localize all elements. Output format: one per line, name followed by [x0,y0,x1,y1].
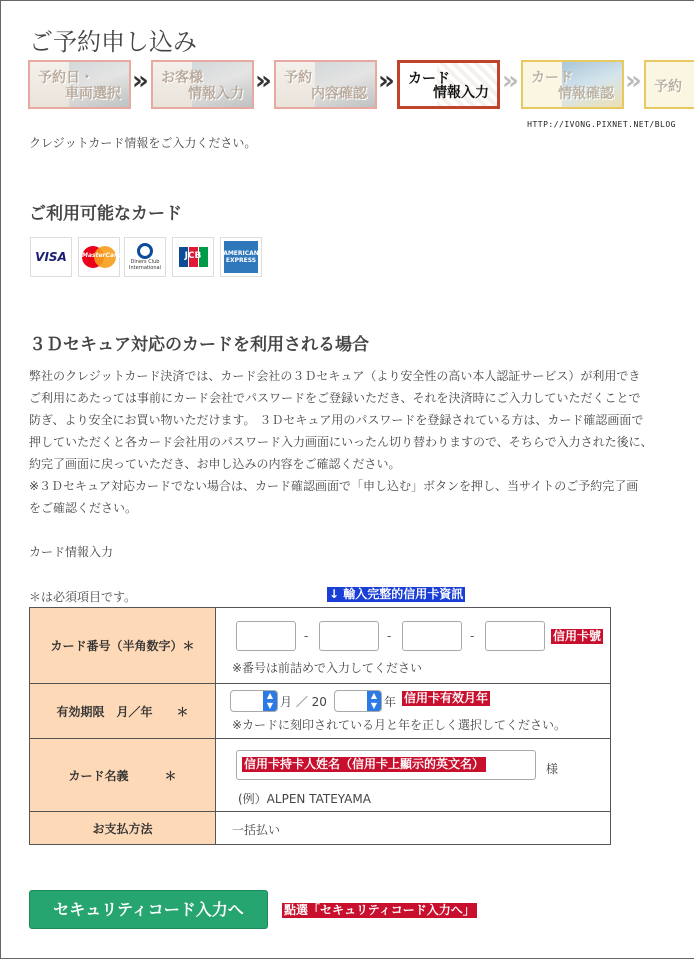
year-suffix: 年 [384,694,397,709]
amex-logo [220,237,262,277]
month-suffix: 月 ／ 20 [280,694,327,709]
holder-row [30,739,611,812]
step-label: 予約 [654,79,682,95]
card-number-input-3[interactable] [402,621,462,651]
separator: - [470,628,475,643]
step-arrow-icon: » [255,66,264,96]
select-spinner-icon: ▲ ▼ [367,691,381,711]
step-label: カード [408,71,450,87]
cards-heading: ご利用可能なカード [29,204,182,224]
annotation-input-info: ↓ 輸入完整的信用卡資訊 [329,587,464,601]
intro-text: クレジットカード情報をご入力ください。 [29,136,257,150]
select-spinner-icon: ▲ ▼ [263,691,277,711]
card-number-input-2[interactable] [319,621,379,651]
holder-example: (例）ALPEN TATEYAMA [238,791,371,806]
step-arrow-icon: » [378,66,387,96]
text-line: をご確認ください。 [29,501,138,515]
card-form-table [29,607,611,845]
expiry-month-select[interactable] [230,690,278,712]
step-arrow-icon: » [502,66,511,96]
logo-text: Diners Club International [129,259,161,271]
step-label: 情報入力 [433,85,489,101]
step-label: 情報確認 [558,86,614,102]
diners-icon [137,243,153,259]
mastercard-icon [82,246,122,268]
page-title: ご予約申し込み [29,28,197,56]
text-line: ※３Ｄセキュア対応カードでない場合は、カード確認画面で「申し込む」ボタンを押し、当サイトのご予約完了画 [29,479,639,493]
diners-logo [124,237,166,277]
card-number-input-1[interactable] [236,621,296,651]
card-number-label: カード番号（半角数字）＊ [30,608,216,684]
step-6 [644,60,694,109]
step-3 [274,60,377,109]
required-note: ＊は必須項目です。 [29,590,137,604]
payment-value: 一括払い [232,822,281,837]
payment-label: お支払方法 [30,812,216,845]
secure-heading: ３Ｄセキュア対応のカードを利用される場合 [29,335,369,355]
holder-suffix: 様 [546,761,559,776]
expiry-year-select[interactable] [334,690,382,712]
logo-text: JCB [184,251,202,261]
progress-steps [28,60,694,112]
logo-text: MasterCard [82,252,122,259]
card-number-hint: ※番号は前詰めで入力してください [232,660,423,675]
annotation-card-number: 信用卡號 [553,628,602,643]
separator: - [304,628,309,643]
visa-logo [30,237,72,277]
step-label: お客様 [161,70,203,86]
step-label: 情報入力 [188,86,244,102]
text-line: 防ぎ、より安全にお買い物いただけます。 ３Ｄセキュア用のパスワードを登録されている方は、カード確認画面で [29,413,644,427]
security-code-button[interactable]: セキュリティコード入力へ [29,890,268,929]
step-label: 予約 [284,70,312,86]
annotation-holder: 信用卡持卡人姓名（信用卡上顯示的英文名） [244,756,485,771]
step-5 [521,60,624,109]
step-4-current [397,60,500,109]
logo-text: AMERICAN EXPRESS [223,250,259,264]
expiry-hint: ※カードに刻印されている月と年を正しく選択してください。 [232,717,567,732]
card-number-row [30,608,611,684]
card-holder-input[interactable] [236,750,536,780]
card-number-input-4[interactable] [485,621,545,651]
step-arrow-icon: » [132,66,141,96]
annotation-expiry: 信用卡有效月年 [404,690,489,705]
holder-label: カード名義 ＊ [30,739,216,812]
mastercard-logo [78,237,120,277]
annotation-submit: 點選「セキュリティコード入力へ」 [284,903,475,917]
step-arrow-icon: » [625,66,634,96]
step-label: 車両選択 [65,86,121,102]
text-line: ご利用にあたっては事前にカード会社でパスワードをご登録いただき、それを決済時にご入力していただくことで [29,391,641,405]
text-line: 弊社のクレジットカード決済では、カード会社の３Ｄセキュア（より安全性の高い本人認証サービス）が利用でき [29,369,641,383]
logo-text: VISA [35,250,67,264]
jcb-logo [172,237,214,277]
payment-row [30,812,611,845]
step-label: 内容確認 [311,86,367,102]
text-line: 押していただくと各カード会社用のパスワード入力画面にいったん切り替わりますので、そちらで入力された後に、 [29,435,653,449]
step-label: 予約日・ [38,70,94,86]
step-2 [151,60,254,109]
text-line: 約完了画面に戻っていただき、お申し込みの内容をご確認ください。 [29,457,401,471]
expiry-label: 有効期限 月／年 ＊ [30,684,216,739]
section-label: カード情報入力 [29,545,114,559]
expiry-row [30,684,611,739]
amex-icon [224,241,258,273]
step-label: カード [531,70,573,86]
secure-description [29,365,694,519]
step-1 [28,60,131,109]
separator: - [387,628,392,643]
watermark: HTTP://IVONG.PIXNET.NET/BLOG [527,120,676,129]
